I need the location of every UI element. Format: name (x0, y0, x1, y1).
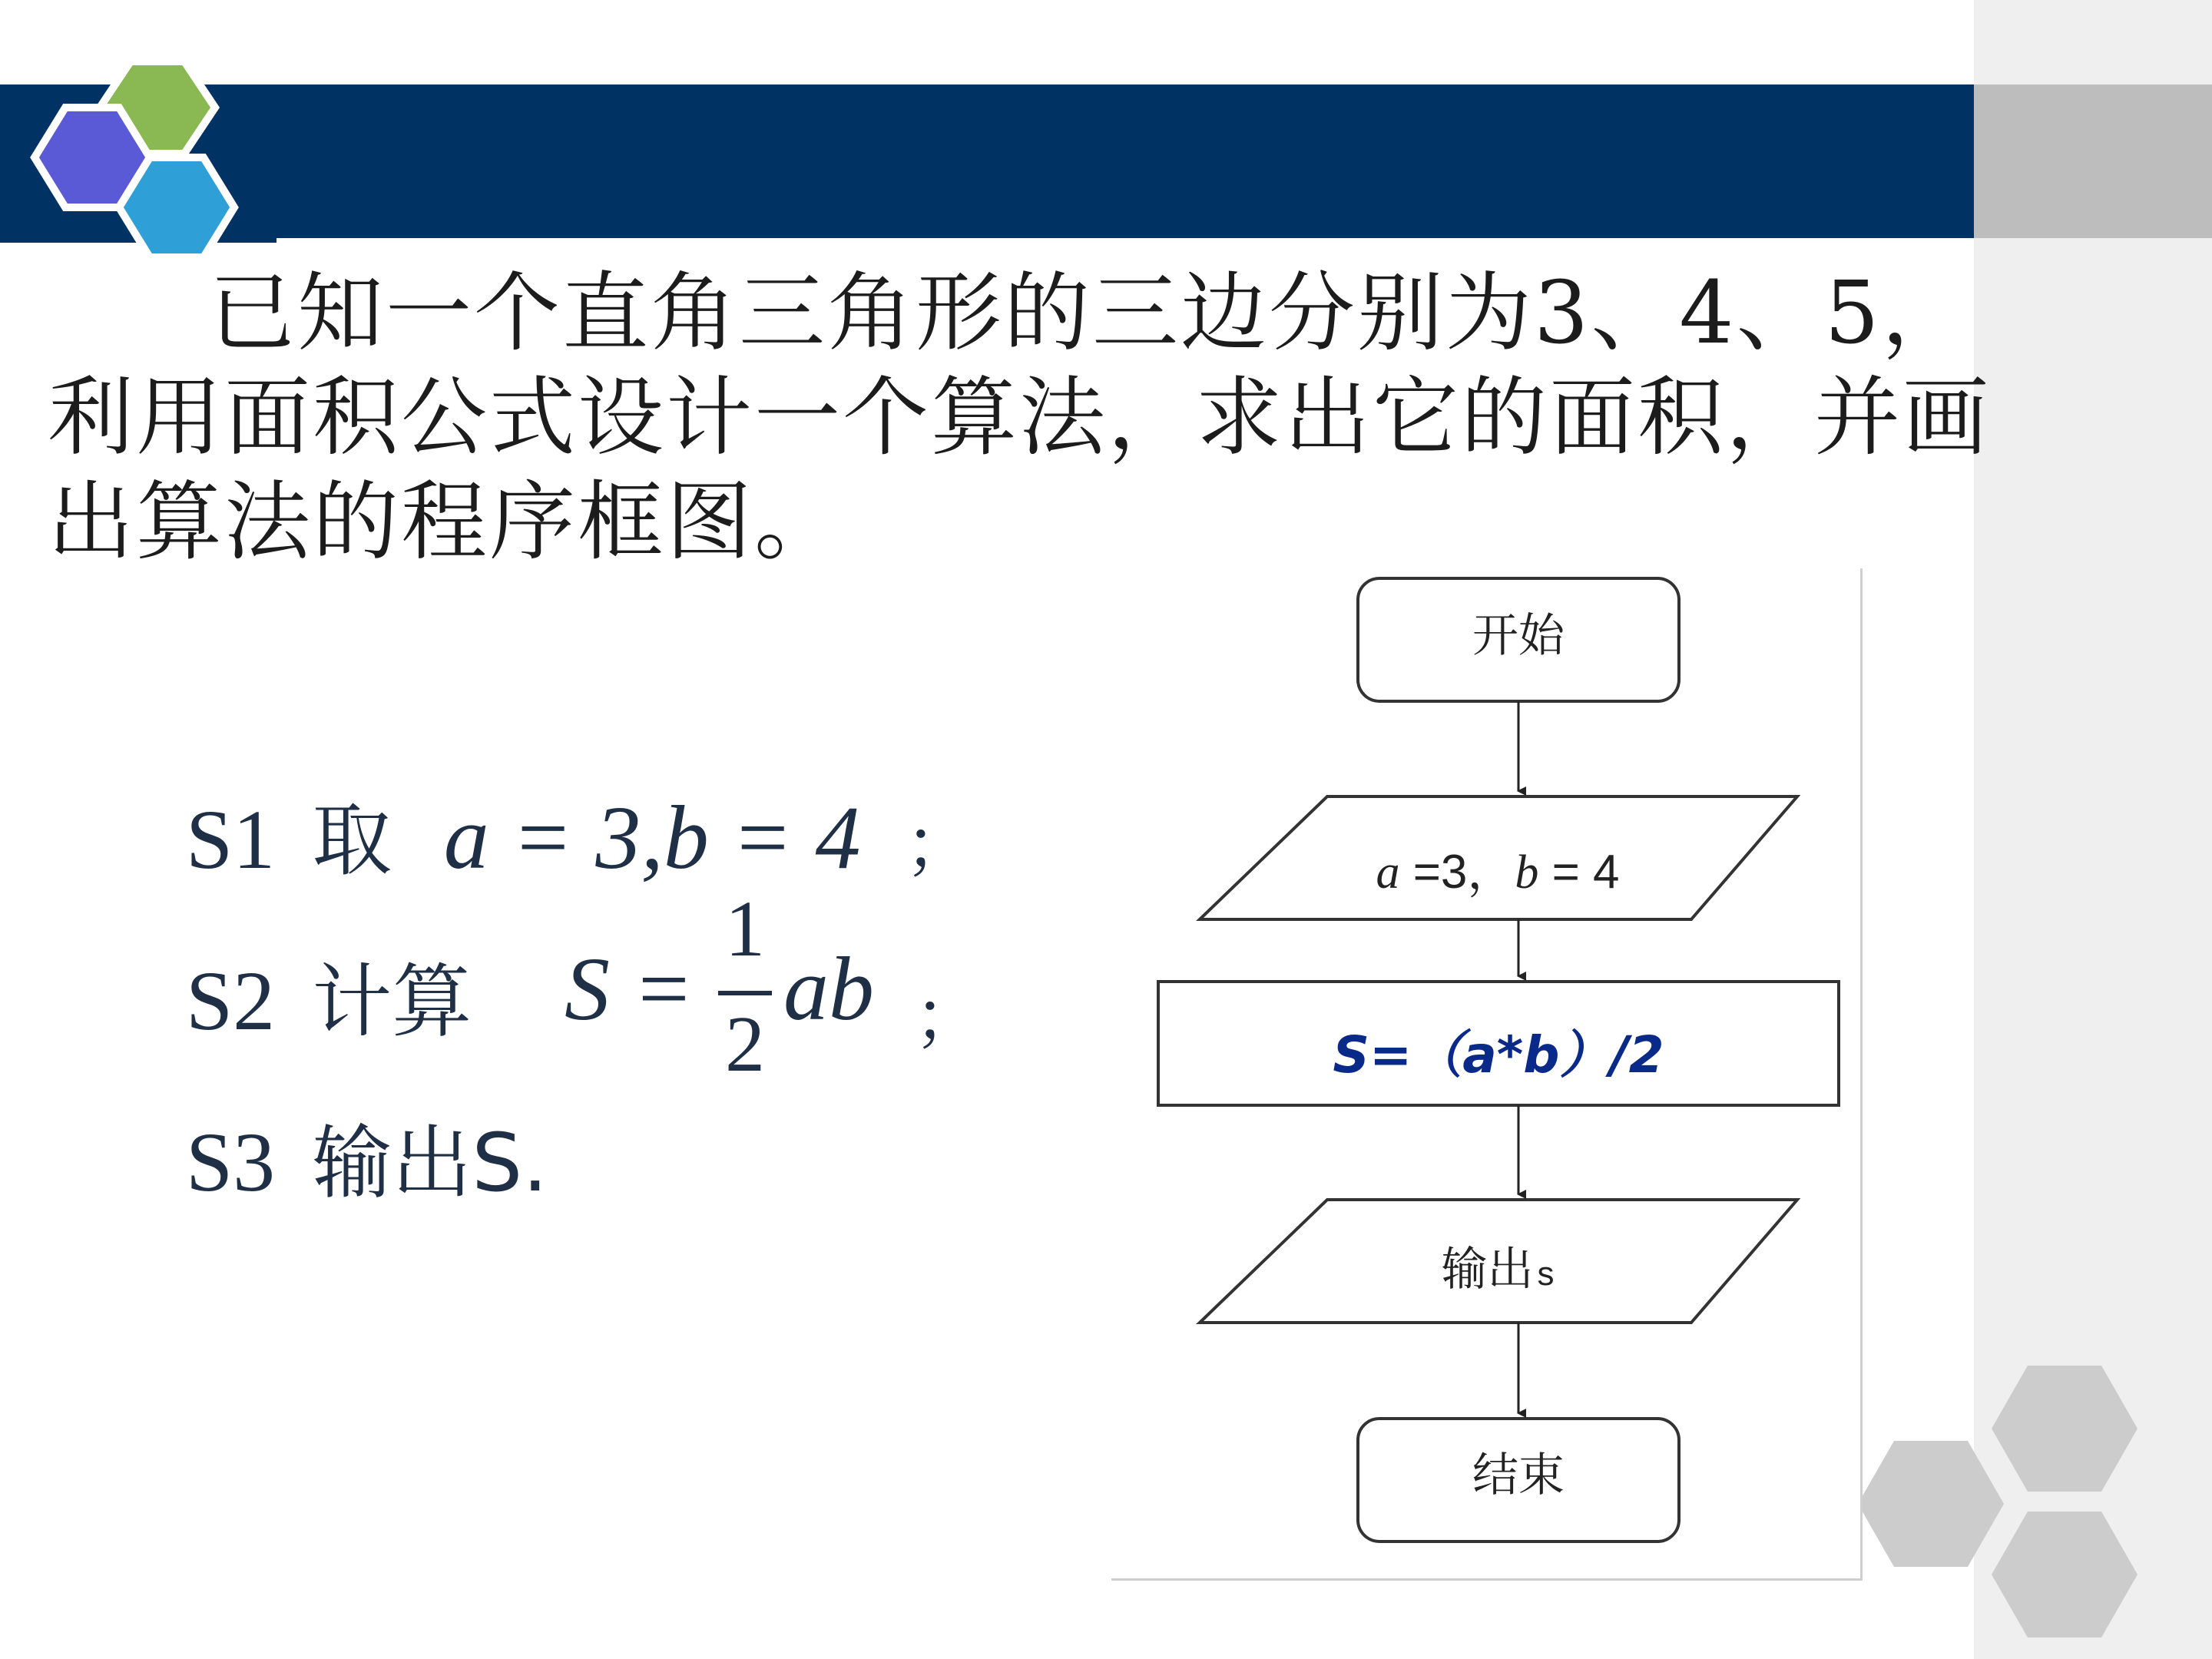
input-var-a: a (1376, 846, 1400, 899)
step-1-label: S1 (186, 793, 276, 886)
step-2-label: S2 (186, 954, 276, 1048)
step-1-math: a = 3,b = 4 (443, 787, 861, 888)
step-1-word: 取 (312, 793, 392, 887)
end-label: 结束 (1472, 1449, 1565, 1502)
input-val-a: =3， (1399, 846, 1515, 899)
step-3-word: 输出S. (312, 1116, 548, 1210)
step-2-rhs: ab (783, 939, 874, 1039)
output-label (1267, 1233, 1728, 1299)
step-1-semicolon: ； (904, 804, 974, 885)
step-2-lhs: S = (565, 939, 694, 1039)
input-val-b: = 4 (1538, 846, 1620, 899)
fraction-numerator: 1 (725, 885, 765, 973)
step-2-word: 计算 (312, 955, 472, 1048)
output-var: s (1537, 1255, 1555, 1293)
input-var-b: b (1515, 846, 1539, 899)
fraction-denominator: 2 (725, 1000, 765, 1088)
input-label (1267, 833, 1728, 902)
step-2-semicolon: ； (914, 976, 983, 1057)
output-word: 输出 (1441, 1243, 1534, 1296)
step-3-label: S3 (186, 1115, 276, 1209)
start-label: 开始 (1472, 609, 1565, 663)
process-label: S=（a*b）/2 (1333, 1025, 1664, 1084)
problem-statement: 已知一个直角三角形的三边分别为3、4、5，利用面积公式设计一个算法，求出它的面积，并画出算法的程序框图。 (48, 263, 1991, 572)
